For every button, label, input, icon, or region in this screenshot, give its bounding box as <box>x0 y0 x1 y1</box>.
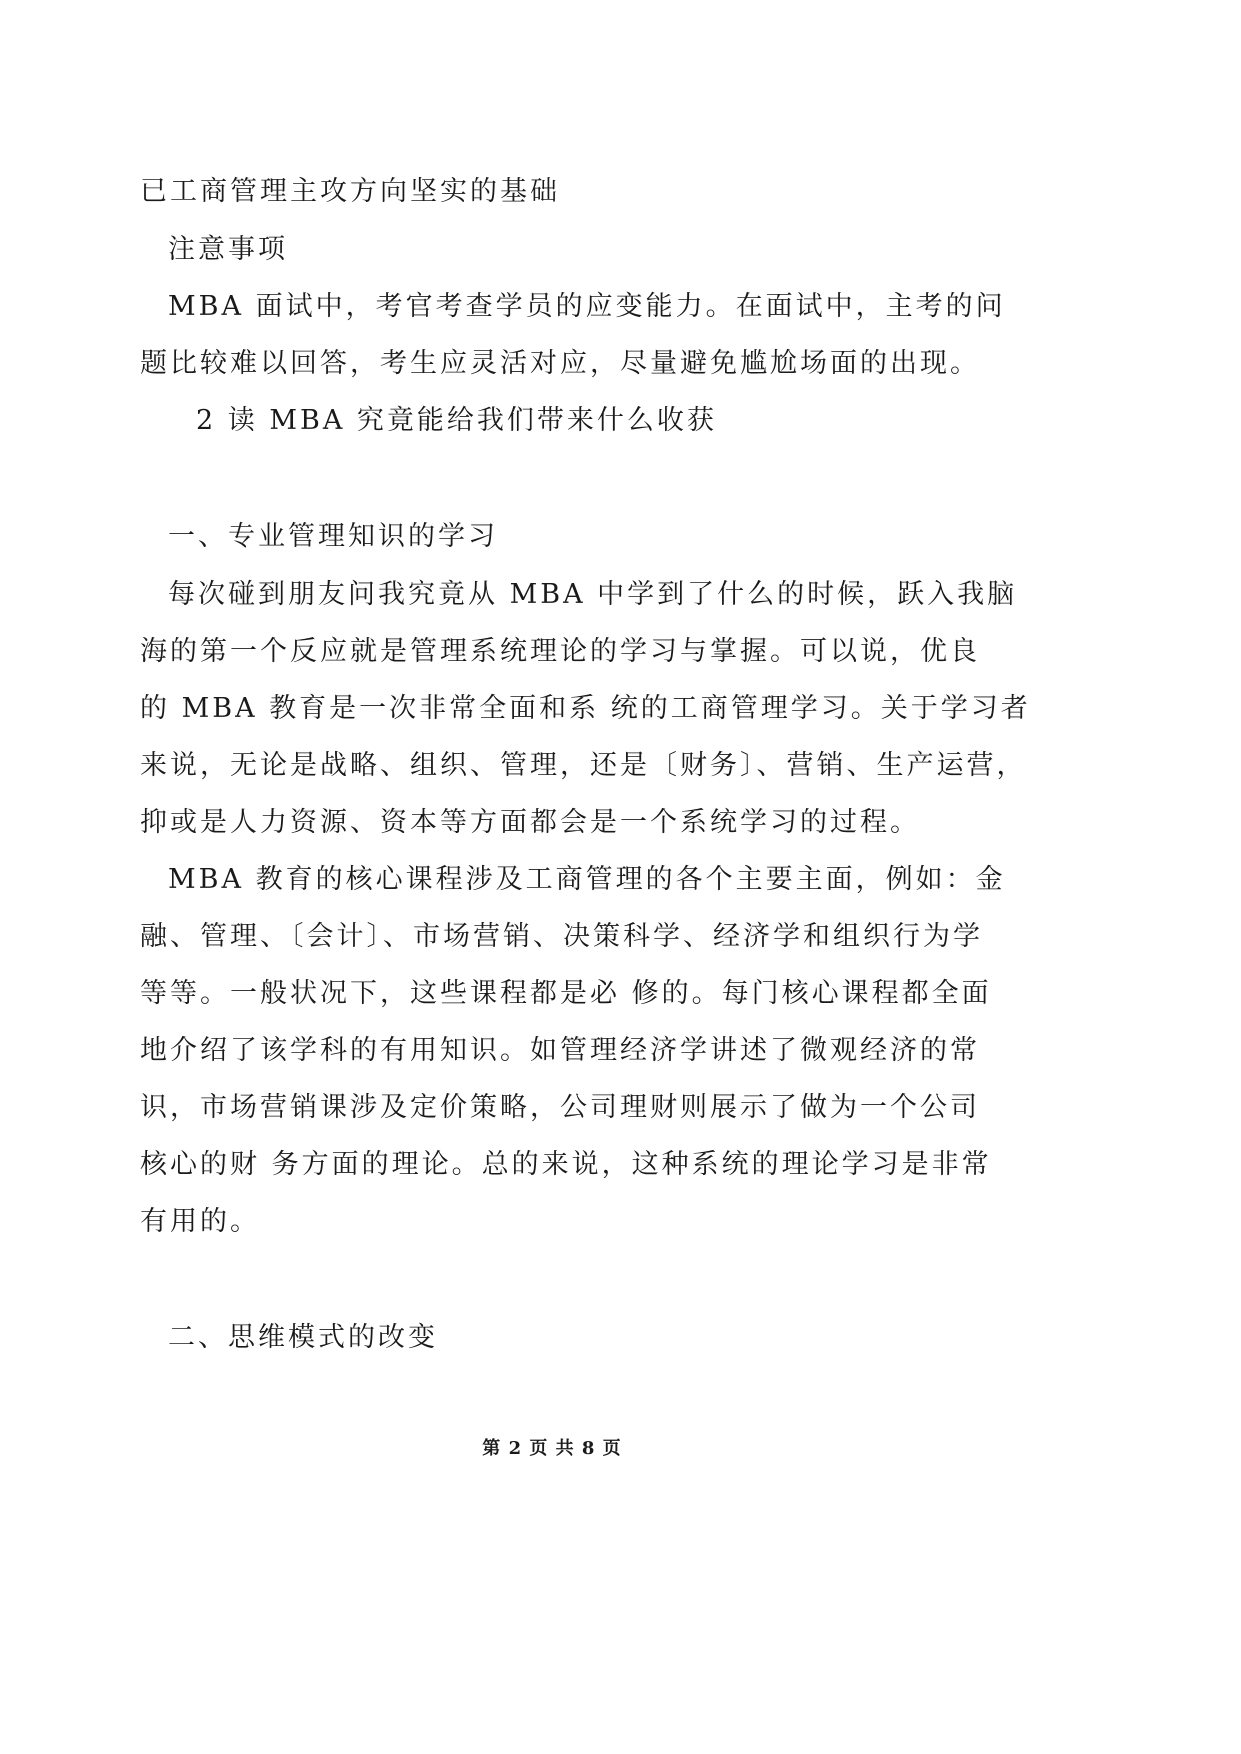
subsection-heading-2: 二、思维模式的改变 <box>168 1322 438 1353</box>
section-heading-2: 2 读 MBA 究竟能给我们带来什么收获 <box>196 405 717 436</box>
paragraph-line: 抑或是人力资源、资本等方面都会是一个系统学习的过程。 <box>140 807 920 838</box>
paragraph-line: 来说，无论是战略、组织、管理，还是〔财务〕、营销、生产运营， <box>140 750 1027 781</box>
paragraph-line: 等等。一般状况下，这些课程都是必 修的。每门核心课程都全面 <box>140 978 992 1009</box>
section-heading-notes: 注意事项 <box>168 234 288 265</box>
paragraph-line-continuation: 已工商管理主攻方向坚实的基础 <box>140 176 560 207</box>
paragraph-line: MBA 教育的核心课程涉及工商管理的各个主要主面，例如：金 <box>168 864 1006 895</box>
paragraph-line: 的 MBA 教育是一次非常全面和系 统的工商管理学习。关于学习者 <box>140 693 1031 724</box>
paragraph-line: 海的第一个反应就是管理系统理论的学习与掌握。可以说，优良 <box>140 636 980 667</box>
paragraph-line: 识，市场营销课涉及定价策略，公司理财则展示了做为一个公司 <box>140 1092 980 1123</box>
page-footer: 第 2 页 共 8 页 <box>482 1438 622 1459</box>
paragraph-line: 每次碰到朋友问我究竟从 MBA 中学到了什么的时候，跃入我脑 <box>168 579 1018 610</box>
paragraph-line: 地介绍了该学科的有用知识。如管理经济学讲述了微观经济的常 <box>140 1035 980 1066</box>
paragraph-line: 融、管理、〔会计〕、市场营销、决策科学、经济学和组织行为学 <box>140 921 983 952</box>
paragraph-line: 有用的。 <box>140 1206 260 1237</box>
paragraph-line: MBA 面试中，考官考查学员的应变能力。在面试中，主考的问 <box>168 291 1006 322</box>
paragraph-line: 题比较难以回答，考生应灵活对应，尽量避免尴尬场面的出现。 <box>140 348 980 379</box>
paragraph-line: 核心的财 务方面的理论。总的来说，这种系统的理论学习是非常 <box>140 1149 992 1180</box>
subsection-heading-1: 一、专业管理知识的学习 <box>168 521 498 552</box>
